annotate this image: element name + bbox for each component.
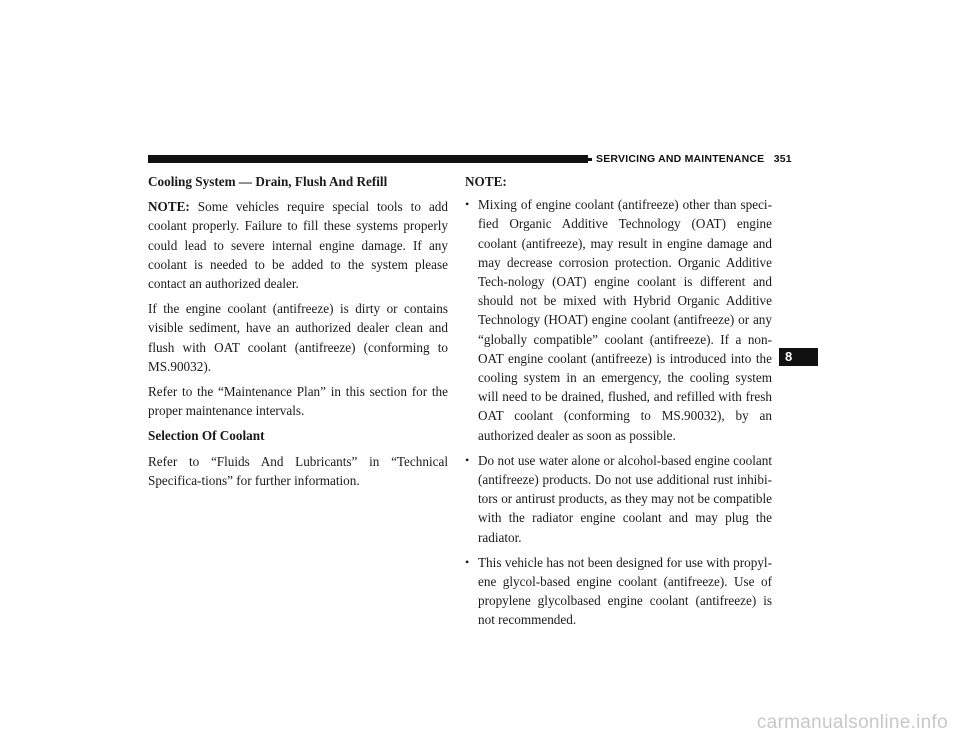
- bullet-text: This vehicle has not been designed for use with propyl-ene glycol-based engine coolant (antifreeze). Use of propylene glycolbased engine coolant (antifreeze) is not recommended.: [478, 554, 772, 628]
- bullet-icon: •: [465, 197, 470, 212]
- note-text: Some vehicles require special tools to add coolant properly. Failure to fill these systems properly could lead to severe internal engine damage. If any coolant is needed to be added to the system please contact an authorized dealer.: [148, 199, 448, 292]
- note-label: NOTE:: [148, 199, 190, 215]
- left-column: [148, 172, 448, 496]
- note-bullet-list: [465, 195, 772, 629]
- running-header: [596, 153, 792, 165]
- paragraph-fluids-ref: Refer to “Fluids And Lubricants” in “Technical Specifica-tions” for further information.: [148, 453, 448, 488]
- section-heading: Cooling System — Drain, Flush And Refill: [148, 174, 388, 189]
- list-item: [465, 553, 772, 630]
- list-item: [465, 195, 772, 445]
- header-rule-end: [588, 158, 592, 161]
- bullet-text: Do not use water alone or alcohol-based engine coolant (antifreeze) products. Do not use additional rust inhibi-tors or antirust products, as they may not be compatible with the radiator engine coolant and may plug the radiator.: [478, 452, 772, 545]
- bullet-icon: •: [465, 554, 470, 569]
- watermark: carmanualsonline.info: [756, 712, 948, 733]
- subheading-selection: Selection Of Coolant: [148, 428, 265, 444]
- list-item: [465, 451, 772, 547]
- bullet-icon: •: [465, 452, 470, 467]
- page-number: 351: [773, 153, 792, 165]
- note-paragraph: [148, 197, 448, 293]
- paragraph-sediment: If the engine coolant (antifreeze) is dirty or contains visible sediment, have an authorized dealer clean and flush with OAT coolant (antifreeze) (conforming to MS.90032).: [148, 301, 448, 374]
- section-title: SERVICING AND MAINTENANCE: [596, 153, 765, 165]
- header-rule: [148, 155, 588, 163]
- chapter-tab: 8: [779, 348, 818, 366]
- bullet-text: Mixing of engine coolant (antifreeze) other than speci-fied Organic Additive Technology (OAT) engine coolant (antifreeze), may result in engine damage and may decrease corrosion protection. Organic Additive Tech-nology (OAT) engine coolant is different and should not be mixed with Hybrid Organic Additive Technology (HOAT) engine coolant (antifreeze) or any “globally compatible” coolant (antifreeze). If a non-OAT engine coolant (antifreeze) is introduced into the cooling system in an emergency, the cooling system will need to be drained, flushed, and refilled with fresh OAT coolant (conforming to MS.90032), by an authorized dealer as soon as possible.: [478, 197, 772, 443]
- right-column: [465, 172, 772, 636]
- note-heading: NOTE:: [465, 174, 507, 189]
- paragraph-maintenance-plan: Refer to the “Maintenance Plan” in this section for the proper maintenance intervals.: [148, 384, 448, 419]
